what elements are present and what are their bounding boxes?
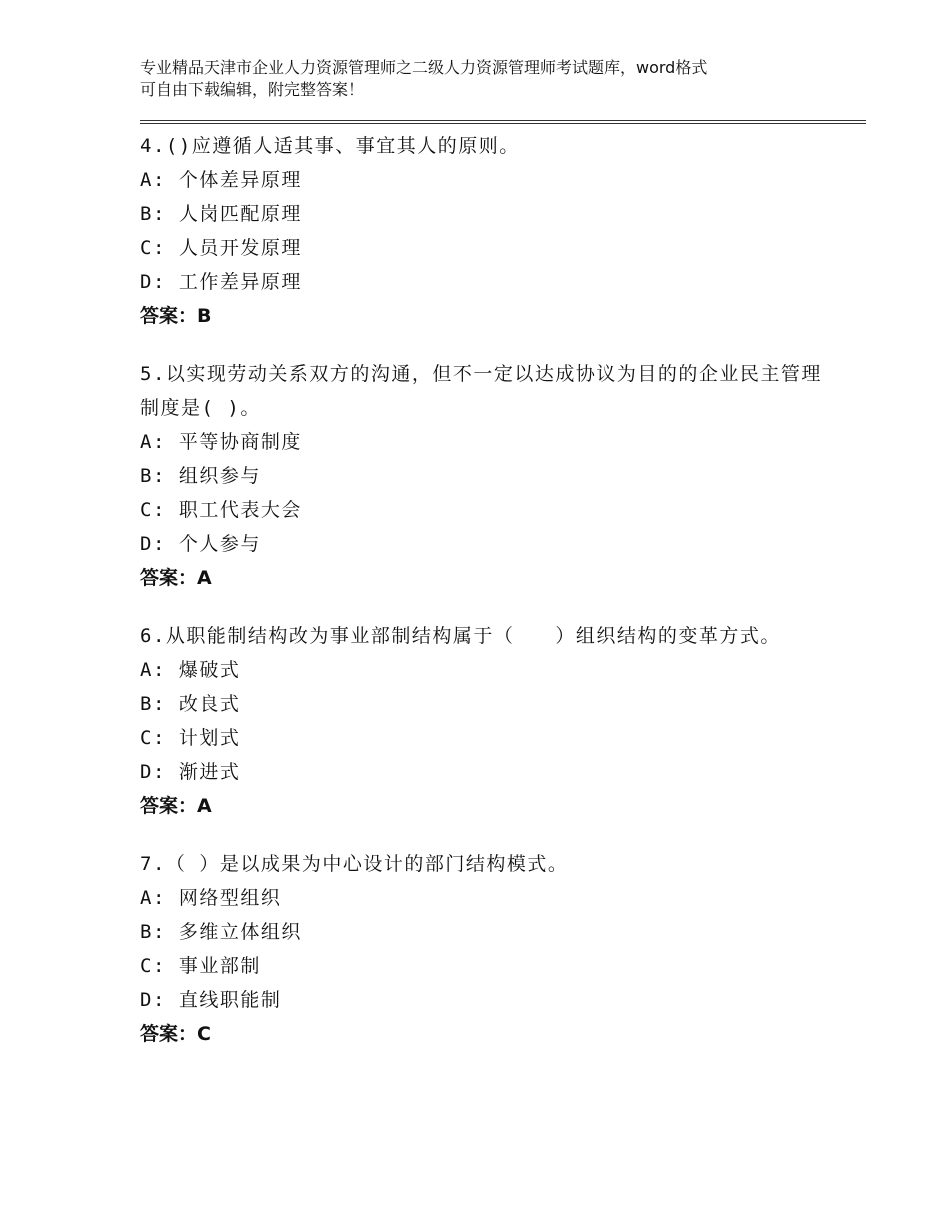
option-b: B: 改良式 — [140, 693, 241, 715]
option-c: C: 人员开发原理 — [140, 237, 302, 259]
answer-line: 答案：A — [140, 795, 212, 817]
option-b: B: 多维立体组织 — [140, 921, 302, 943]
question-stem: 5.以实现劳动关系双方的沟通，但不一定以达成协议为目的的企业民主管理制度是( )。 — [140, 363, 822, 419]
question-6 — [140, 619, 840, 823]
question-7 — [140, 847, 840, 1051]
option-b: B: 人岗匹配原理 — [140, 203, 302, 225]
option-a: A: 平等协商制度 — [140, 431, 302, 453]
header-line-2: 可自由下载编辑，附完整答案！ — [140, 80, 365, 99]
answer-line: 答案：C — [140, 1023, 211, 1045]
question-stem: 7.（ ）是以成果为中心设计的部门结构模式。 — [140, 853, 569, 875]
option-b: B: 组织参与 — [140, 465, 261, 487]
answer-line: 答案：A — [140, 567, 212, 589]
option-d: D: 直线职能制 — [140, 989, 282, 1011]
document-header — [140, 57, 820, 101]
option-d: D: 渐进式 — [140, 761, 241, 783]
question-stem: 4.()应遵循人适其事、事宜其人的原则。 — [140, 135, 520, 157]
question-5 — [140, 357, 840, 595]
option-a: A: 网络型组织 — [140, 887, 282, 909]
option-c: C: 计划式 — [140, 727, 241, 749]
option-c: C: 职工代表大会 — [140, 499, 302, 521]
answer-line: 答案：B — [140, 305, 212, 327]
header-divider — [140, 120, 866, 124]
option-d: D: 个人参与 — [140, 533, 261, 555]
question-stem: 6.从职能制结构改为事业部制结构属于（ ）组织结构的变革方式。 — [140, 625, 781, 647]
option-d: D: 工作差异原理 — [140, 271, 302, 293]
option-c: C: 事业部制 — [140, 955, 261, 977]
option-a: A: 个体差异原理 — [140, 169, 302, 191]
question-list — [140, 129, 840, 1075]
header-line-1: 专业精品天津市企业人力资源管理师之二级人力资源管理师考试题库，word格式 — [140, 58, 708, 77]
option-a: A: 爆破式 — [140, 659, 241, 681]
question-4 — [140, 129, 840, 333]
